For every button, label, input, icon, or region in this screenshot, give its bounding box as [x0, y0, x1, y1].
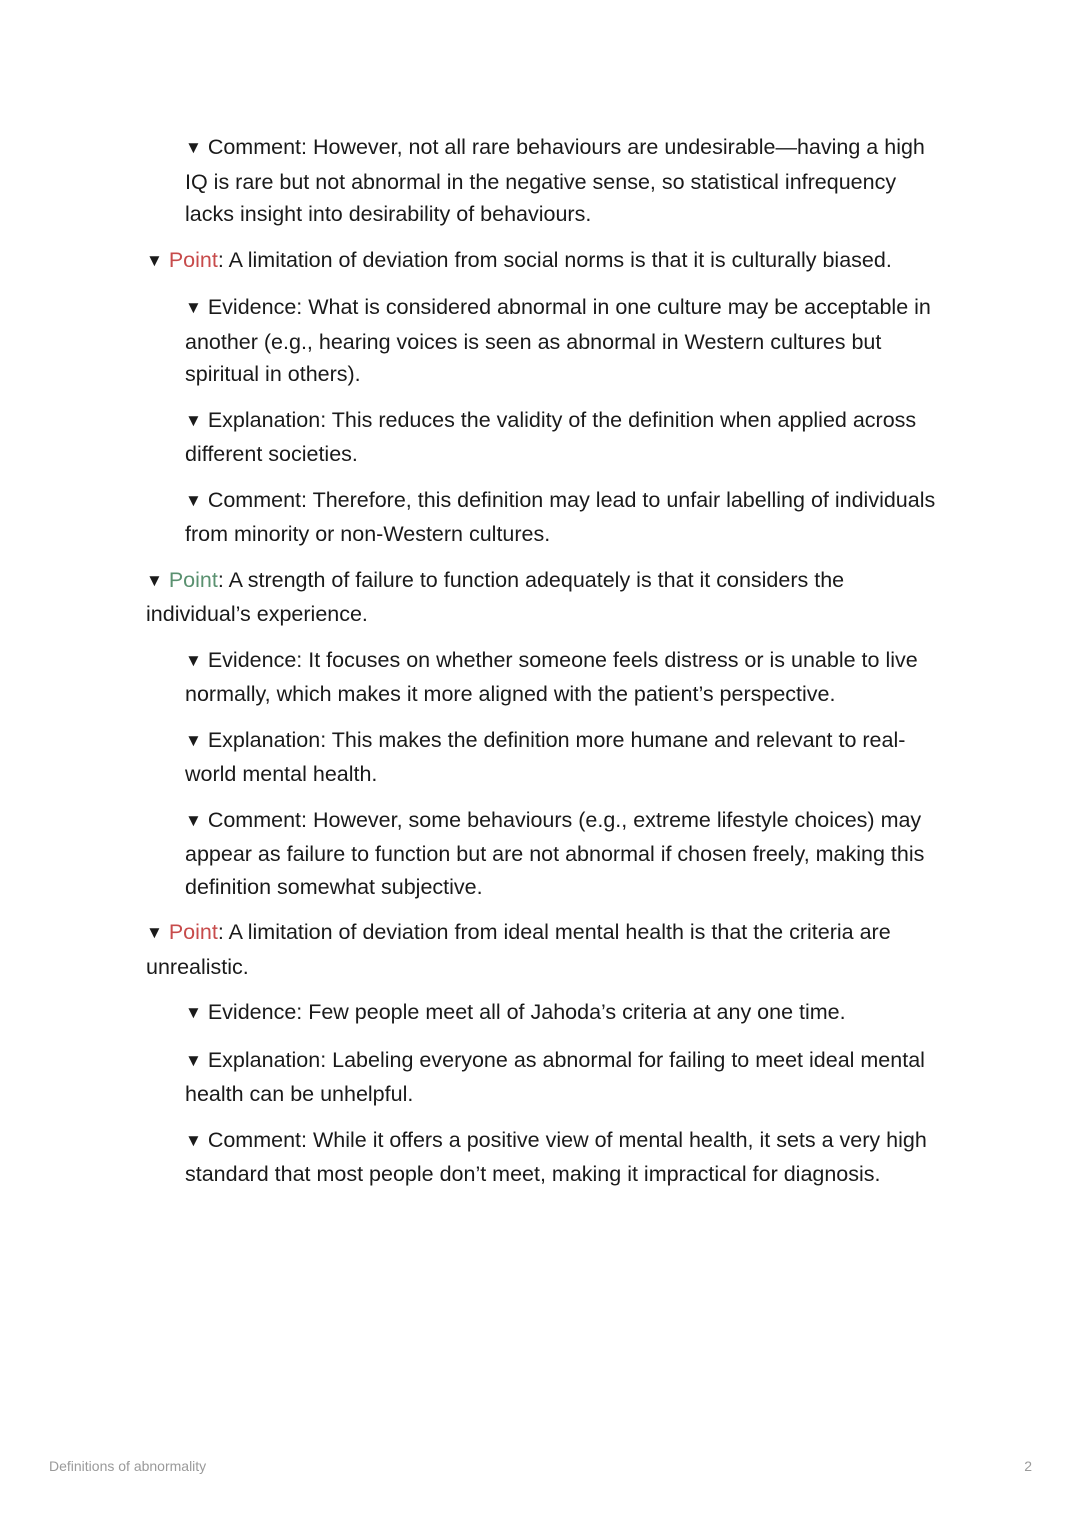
- point-label-limitation: Point: [168, 247, 218, 272]
- evidence-item[interactable]: [185, 291, 946, 391]
- explanation-item[interactable]: [185, 724, 946, 791]
- evidence-item[interactable]: [185, 996, 946, 1031]
- toggle-triangle-icon[interactable]: ▼: [185, 1050, 202, 1070]
- comment-item[interactable]: [185, 484, 946, 551]
- toggle-triangle-icon[interactable]: ▼: [185, 138, 202, 157]
- footer-page-number: 2: [1024, 1458, 1032, 1474]
- toggle-triangle-icon[interactable]: ▼: [185, 1130, 202, 1150]
- point-item[interactable]: [146, 244, 946, 279]
- explanation-item[interactable]: [185, 1044, 946, 1111]
- toggle-triangle-icon[interactable]: ▼: [146, 570, 163, 590]
- comment-text: Comment: Therefore, this definition may lead to unfair labelling of individuals from minority or non-Western cultures.: [185, 487, 936, 546]
- evidence-text: Evidence: Few people meet all of Jahoda’s criteria at any one time.: [207, 1000, 846, 1024]
- toggle-triangle-icon[interactable]: ▼: [185, 650, 202, 670]
- explanation-text: Explanation: Labeling everyone as abnormal for failing to meet ideal mental health can be unhelpful.: [185, 1047, 925, 1106]
- comment-text: Comment: However, some behaviours (e.g., extreme lifestyle choices) may appear as failure to function but are not abnormal if chosen freely, making this definition somewhat subjective.: [185, 807, 925, 899]
- explanation-text: Explanation: This reduces the validity of the definition when applied across different societies.: [185, 407, 917, 466]
- point-item[interactable]: [146, 916, 946, 983]
- document-body: [146, 131, 946, 1204]
- toggle-triangle-icon[interactable]: ▼: [146, 250, 163, 270]
- point-text: : A limitation of deviation from social norms is that it is culturally biased.: [217, 247, 892, 272]
- toggle-triangle-icon[interactable]: ▼: [185, 298, 202, 317]
- toggle-triangle-icon[interactable]: ▼: [185, 410, 202, 430]
- comment-text: Comment: While it offers a positive view of mental health, it sets a very high standard that most people don’t meet, making it impractical for diagnosis.: [185, 1127, 927, 1186]
- explanation-text: Explanation: This makes the definition more humane and relevant to real-world mental health.: [185, 727, 906, 786]
- toggle-triangle-icon[interactable]: ▼: [185, 810, 202, 830]
- evidence-text: Evidence: It focuses on whether someone feels distress or is unable to live normally, which makes it more aligned with the patient’s perspective.: [185, 647, 918, 706]
- explanation-item[interactable]: [185, 404, 946, 471]
- toggle-triangle-icon[interactable]: ▼: [185, 1003, 202, 1022]
- point-label-limitation: Point: [168, 920, 218, 944]
- toggle-triangle-icon[interactable]: ▼: [146, 923, 163, 942]
- point-text: : A limitation of deviation from ideal mental health is that the criteria are unrealistic.: [146, 920, 891, 979]
- footer-document-title: Definitions of abnormality: [49, 1458, 207, 1474]
- toggle-triangle-icon[interactable]: ▼: [185, 730, 202, 750]
- comment-text: Comment: However, not all rare behaviours are undesirable—having a high IQ is rare but not abnormal in the negative sense, so statistical infrequency lacks insight into desirability of behaviours.: [185, 135, 925, 226]
- point-text: : A strength of failure to function adequately is that it considers the individual’s experience.: [146, 567, 845, 626]
- comment-item[interactable]: [185, 1124, 946, 1191]
- evidence-item[interactable]: [185, 644, 946, 711]
- toggle-triangle-icon[interactable]: ▼: [185, 490, 202, 510]
- point-label-strength: Point: [168, 567, 218, 592]
- evidence-text: Evidence: What is considered abnormal in one culture may be acceptable in another (e.g., hearing voices is seen as abnormal in Western cultures but spiritual in others).: [185, 295, 931, 386]
- point-item[interactable]: [146, 564, 946, 631]
- comment-item[interactable]: [185, 804, 946, 904]
- comment-item[interactable]: [185, 131, 946, 231]
